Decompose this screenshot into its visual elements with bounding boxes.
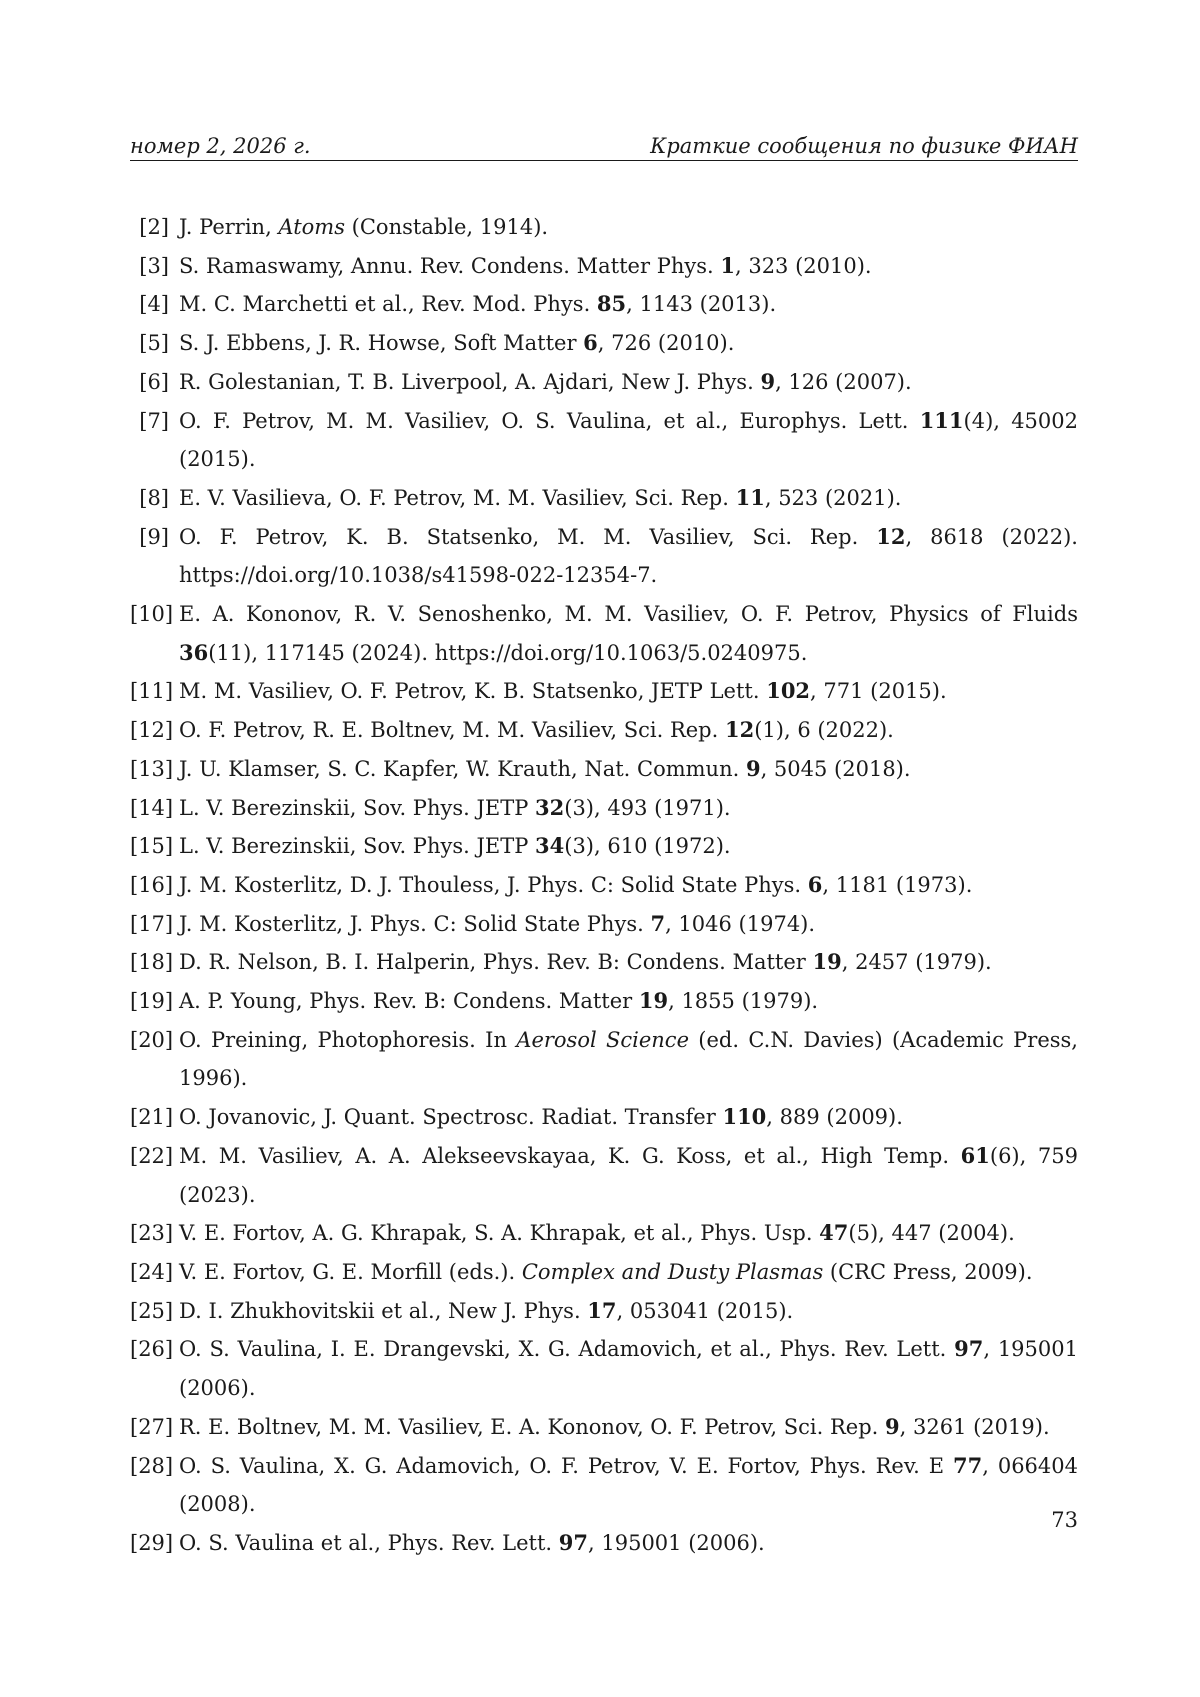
volume-number: 61	[960, 1142, 990, 1168]
volume-number: 36	[179, 639, 209, 665]
reference-segment: (6), 759 (2023).	[179, 1143, 1078, 1207]
reference-text	[179, 1408, 1078, 1447]
reference-number: [16]	[130, 872, 174, 897]
volume-number: 12	[876, 523, 906, 549]
volume-number: 102	[766, 678, 811, 704]
reference-item	[130, 208, 1078, 247]
reference-number: [4]	[139, 292, 169, 317]
reference-segment: D. R. Nelson, B. I. Halperin, Phys. Rev. B: Condens. Matter	[179, 950, 813, 975]
reference-text	[179, 866, 1078, 905]
reference-text	[179, 518, 1078, 595]
reference-item	[130, 1330, 1078, 1407]
reference-segment: , 2457 (1979).	[841, 950, 992, 975]
reference-text	[179, 905, 1078, 944]
reference-item	[130, 1098, 1078, 1137]
reference-item	[130, 1447, 1078, 1524]
volume-number: 110	[722, 1104, 767, 1130]
reference-segment: V. E. Fortov, A. G. Khrapak, S. A. Khrapak, et al., Phys. Usp.	[179, 1221, 820, 1246]
reference-text	[179, 1098, 1078, 1137]
reference-item	[130, 672, 1078, 711]
reference-segment: (ed. C.N. Davies) (Academic Press, 1996).	[179, 1027, 1078, 1091]
volume-number: 97	[558, 1529, 589, 1555]
reference-text	[179, 1447, 1078, 1524]
volume-number: 17	[587, 1297, 617, 1323]
reference-number: [17]	[130, 911, 174, 936]
reference-segment: (4), 45002 (2015).	[179, 408, 1078, 472]
reference-number: [15]	[130, 834, 174, 859]
reference-number: [8]	[139, 485, 169, 510]
reference-text	[179, 595, 1078, 672]
reference-text	[179, 827, 1078, 866]
reference-item	[130, 827, 1078, 866]
reference-text	[179, 479, 1078, 518]
reference-segment: , 126 (2007).	[775, 369, 912, 394]
volume-number: 19	[638, 988, 669, 1014]
reference-number: [2]	[139, 215, 169, 239]
reference-number: [6]	[139, 369, 169, 394]
reference-segment: O. Jovanovic, J. Quant. Spectrosc. Radiat. Transfer	[179, 1105, 723, 1130]
reference-number: [9]	[139, 524, 169, 549]
reference-segment: M. M. Vasiliev, A. A. Alekseevskayaa, K. G. Koss, et al., High Temp.	[179, 1143, 961, 1168]
reference-segment: , 726 (2010).	[597, 331, 735, 356]
running-header	[130, 130, 1078, 161]
reference-text	[179, 943, 1078, 982]
reference-item	[130, 595, 1078, 672]
header-issue: номер 2, 2026 г.	[130, 134, 311, 158]
reference-list	[130, 208, 1078, 1563]
reference-number: [26]	[130, 1337, 174, 1362]
reference-item	[130, 789, 1078, 828]
reference-number: [28]	[130, 1453, 174, 1478]
reference-segment: R. E. Boltnev, M. M. Vasiliev, E. A. Kononov, O. F. Petrov, Sci. Rep.	[179, 1414, 886, 1439]
reference-number: [5]	[139, 331, 169, 356]
reference-number: [24]	[130, 1259, 174, 1284]
reference-number: [29]	[130, 1530, 174, 1555]
reference-segment: O. S. Vaulina, X. G. Adamovich, O. F. Petrov, V. E. Fortov, Phys. Rev. E	[179, 1453, 954, 1478]
reference-text	[179, 1021, 1078, 1098]
reference-segment: , 3261 (2019).	[899, 1414, 1050, 1439]
reference-text	[179, 324, 1078, 363]
reference-segment: , 889 (2009).	[766, 1105, 903, 1130]
volume-number: 12	[724, 717, 755, 743]
reference-item	[130, 1021, 1078, 1098]
reference-segment: L. V. Berezinskii, Sov. Phys. JETP	[179, 834, 536, 859]
reference-text	[179, 208, 1078, 247]
reference-text	[179, 789, 1078, 828]
reference-segment: E. V. Vasilieva, O. F. Petrov, M. M. Vasiliev, Sci. Rep.	[179, 485, 736, 510]
reference-item	[130, 750, 1078, 789]
reference-segment: J. M. Kosterlitz, J. Phys. C: Solid State Phys.	[179, 911, 651, 936]
reference-text	[179, 711, 1078, 750]
reference-number: [12]	[130, 718, 174, 743]
reference-number: [10]	[130, 602, 174, 627]
reference-segment: A. P. Young, Phys. Rev. B: Condens. Matter	[179, 989, 639, 1014]
title-italic: Atoms	[278, 215, 345, 239]
reference-segment: (3), 610 (1972).	[564, 834, 731, 859]
page-number: 73	[1051, 1508, 1078, 1532]
reference-segment: , 195001 (2006).	[179, 1337, 1078, 1401]
reference-segment: , 8618 (2022). https://doi.org/10.1038/s41598-022-12354-7.	[179, 524, 1078, 588]
reference-item	[130, 866, 1078, 905]
volume-number: 6	[583, 330, 598, 356]
header-journal-title: Краткие сообщения по физике ФИАН	[650, 134, 1078, 158]
reference-segment: (11), 117145 (2024). https://doi.org/10.1063/5.0240975.	[208, 640, 808, 665]
volume-number: 9	[745, 755, 761, 781]
reference-segment: D. I. Zhukhovitskii et al., New J. Phys.	[179, 1298, 588, 1323]
reference-segment: O. S. Vaulina, I. E. Drangevski, X. G. Adamovich, et al., Phys. Rev. Lett.	[179, 1337, 955, 1362]
reference-number: [23]	[130, 1221, 174, 1246]
reference-segment: J. U. Klamser, S. C. Kapfer, W. Krauth, Nat. Commun.	[179, 756, 746, 781]
volume-number: 1	[720, 252, 735, 278]
reference-number: [3]	[139, 253, 169, 278]
reference-segment: , 053041 (2015).	[616, 1298, 794, 1323]
reference-segment: , 1143 (2013).	[626, 292, 777, 317]
volume-number: 77	[953, 1452, 983, 1478]
reference-item	[130, 905, 1078, 944]
volume-number: 7	[650, 910, 666, 936]
reference-segment: (CRC Press, 2009).	[823, 1259, 1033, 1284]
reference-number: [21]	[130, 1105, 174, 1130]
volume-number: 111	[919, 407, 964, 433]
reference-number: [7]	[139, 408, 169, 433]
reference-number: [11]	[130, 679, 174, 704]
reference-number: [27]	[130, 1414, 174, 1439]
reference-segment: (5), 447 (2004).	[848, 1221, 1015, 1246]
reference-text	[179, 1292, 1078, 1331]
reference-item	[130, 324, 1078, 363]
reference-number: [14]	[130, 795, 174, 820]
reference-segment: , 1046 (1974).	[665, 911, 816, 936]
reference-segment: J. Perrin,	[179, 215, 279, 239]
reference-item	[130, 1253, 1078, 1292]
reference-number: [25]	[130, 1298, 174, 1323]
reference-segment: M. M. Vasiliev, O. F. Petrov, K. B. Statsenko, JETP Lett.	[179, 679, 767, 704]
reference-text	[179, 982, 1078, 1021]
reference-segment: L. V. Berezinskii, Sov. Phys. JETP	[179, 795, 536, 820]
volume-number: 19	[812, 949, 842, 975]
volume-number: 97	[954, 1336, 984, 1362]
reference-segment: , 1181 (1973).	[822, 872, 973, 897]
reference-segment: S. Ramaswamy, Annu. Rev. Condens. Matter Phys.	[179, 253, 721, 278]
reference-text	[179, 1137, 1078, 1214]
reference-item	[130, 518, 1078, 595]
reference-item	[130, 982, 1078, 1021]
reference-text	[179, 1330, 1078, 1407]
reference-segment: O. Preining, Photophoresis. In	[179, 1027, 517, 1052]
reference-segment: , 1855 (1979).	[668, 989, 819, 1014]
reference-segment: , 523 (2021).	[764, 485, 902, 510]
reference-item	[130, 1292, 1078, 1331]
reference-segment: O. F. Petrov, R. E. Boltnev, M. M. Vasiliev, Sci. Rep.	[179, 718, 725, 743]
reference-segment: (Constable, 1914).	[345, 215, 549, 239]
volume-number: 11	[735, 484, 765, 510]
reference-text	[179, 247, 1078, 286]
reference-segment: S. J. Ebbens, J. R. Howse, Soft Matter	[179, 331, 584, 356]
reference-item	[130, 402, 1078, 479]
reference-segment: , 195001 (2006).	[588, 1530, 765, 1555]
reference-item	[130, 1524, 1078, 1563]
reference-segment: E. A. Kononov, R. V. Senoshenko, M. M. Vasiliev, O. F. Petrov, Physics of Fluids	[179, 602, 1078, 627]
reference-segment: M. C. Marchetti et al., Rev. Mod. Phys.	[179, 292, 597, 317]
reference-text	[179, 363, 1078, 402]
reference-number: [18]	[130, 950, 174, 975]
reference-text	[179, 672, 1078, 711]
reference-segment: , 066404 (2008).	[179, 1453, 1078, 1517]
reference-segment: (1), 6 (2022).	[754, 718, 894, 743]
reference-item	[130, 363, 1078, 402]
reference-segment: O. F. Petrov, M. M. Vasiliev, O. S. Vaulina, et al., Europhys. Lett.	[179, 408, 920, 433]
reference-item	[130, 943, 1078, 982]
reference-segment: O. F. Petrov, K. B. Statsenko, M. M. Vasiliev, Sci. Rep.	[179, 524, 877, 549]
reference-item	[130, 711, 1078, 750]
reference-text	[179, 750, 1078, 789]
volume-number: 85	[596, 291, 627, 317]
reference-segment: (3), 493 (1971).	[564, 795, 731, 820]
title-italic: Complex and Dusty Plasmas	[521, 1259, 824, 1284]
reference-item	[130, 247, 1078, 286]
volume-number: 47	[819, 1220, 849, 1246]
volume-number: 32	[535, 794, 565, 820]
reference-item	[130, 1214, 1078, 1253]
reference-number: [19]	[130, 989, 174, 1014]
reference-segment: , 323 (2010).	[734, 253, 872, 278]
reference-item	[130, 285, 1078, 324]
reference-text	[179, 1214, 1078, 1253]
reference-text	[179, 285, 1078, 324]
reference-text	[179, 1524, 1078, 1563]
volume-number: 9	[885, 1413, 900, 1439]
reference-segment: , 771 (2015).	[810, 679, 947, 704]
volume-number: 34	[535, 833, 565, 859]
reference-segment: V. E. Fortov, G. E. Morfill (eds.).	[179, 1259, 522, 1284]
reference-segment: O. S. Vaulina et al., Phys. Rev. Lett.	[179, 1530, 559, 1555]
reference-item	[130, 1137, 1078, 1214]
reference-text	[179, 1253, 1078, 1292]
reference-number: [22]	[130, 1143, 174, 1168]
volume-number: 9	[760, 368, 776, 394]
reference-number: [13]	[130, 756, 174, 781]
title-italic: Aerosol Science	[516, 1027, 689, 1052]
volume-number: 6	[807, 871, 823, 897]
reference-text	[179, 402, 1078, 479]
reference-item	[130, 1408, 1078, 1447]
reference-number: [20]	[130, 1027, 174, 1052]
reference-segment: R. Golestanian, T. B. Liverpool, A. Ajdari, New J. Phys.	[179, 369, 761, 394]
reference-segment: , 5045 (2018).	[760, 756, 911, 781]
reference-item	[130, 479, 1078, 518]
reference-segment: J. M. Kosterlitz, D. J. Thouless, J. Phys. C: Solid State Phys.	[179, 872, 808, 897]
